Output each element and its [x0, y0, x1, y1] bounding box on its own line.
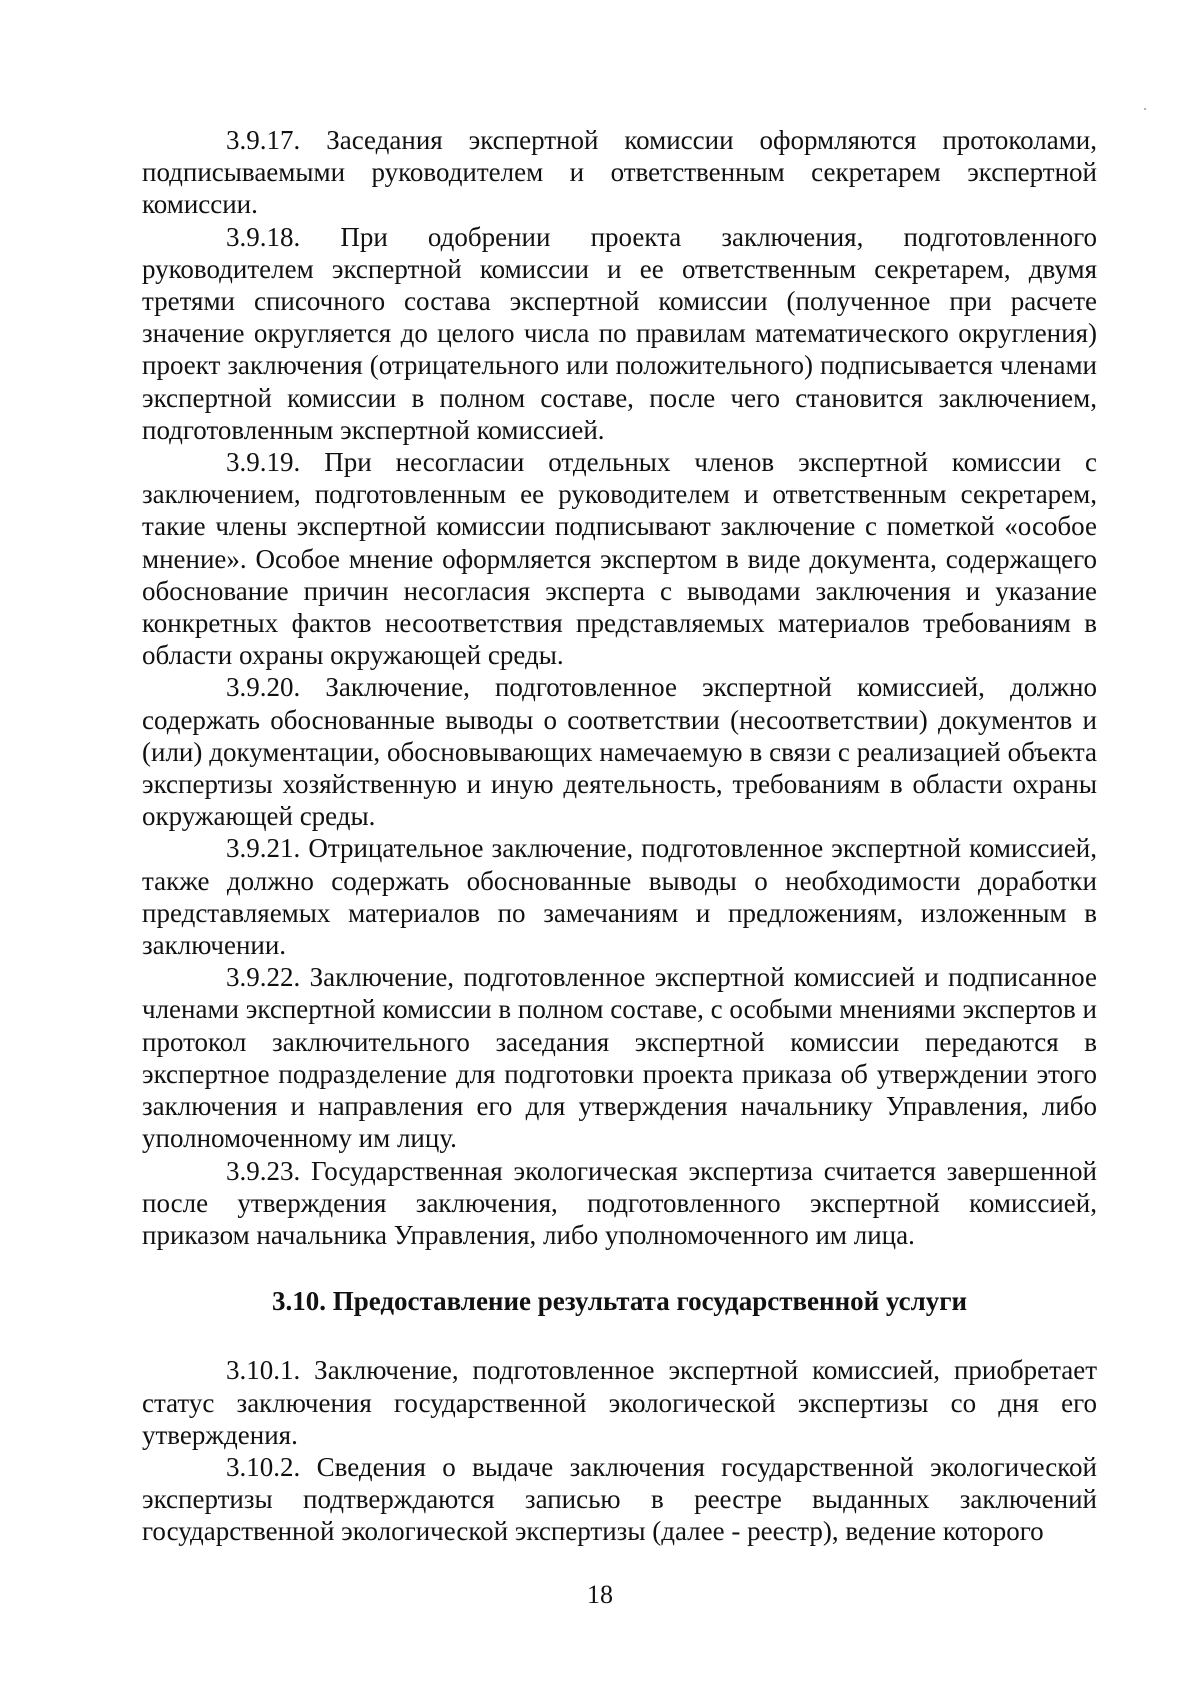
paragraph-3-9-18: 3.9.18. При одобрении проекта заключения, подготовленного руководителем экспертной комиссии и ее ответственным секретарем, двумя третями списочного состава экспертной комиссии (полученное при расчете значение округляется до целого числа по правилам математического округления) проект заключения (отрицательного или положительного) подписывается членами экспертной комиссии в полном составе, после чего становится заключением, подготовленным экспертной комиссией. [142, 221, 1097, 445]
paragraph-3-9-19: 3.9.19. При несогласии отдельных членов экспертной комиссии с заключением, подготовленным ее руководителем и ответственным секретарем, такие члены экспертной комиссии подписывают заключение с пометкой «особое мнение». Особое мнение оформляется экспертом в виде документа, содержащего обоснование причин несогласия эксперта с выводами заключения и указание конкретных фактов несоответствия представляемых материалов требованиям в области охраны окружающей среды. [142, 447, 1097, 671]
paragraph-3-9-17: 3.9.17. Заседания экспертной комиссии оформляются протоколами, подписываемыми руководителем и ответственным секретарем экспертной комиссии. [142, 125, 1097, 220]
section-heading: 3.10. Предоставление результата государственной услуги [271, 1286, 968, 1317]
document-body [142, 124, 1097, 1548]
scan-speck [1144, 108, 1146, 110]
paragraph-3-9-21: 3.9.21. Отрицательное заключение, подготовленное экспертной комиссией, также должно содержать обоснованные выводы о необходимости доработки представляемых материалов по замечаниям и предложениям, изложенным в заключении. [142, 833, 1097, 961]
paragraph-3-9-20: 3.9.20. Заключение, подготовленное экспертной комиссией, должно содержать обоснованные выводы о соответствии (несоответствии) документов и (или) документации, обосновывающих намечаемую в связи с реализацией объекта экспертизы хозяйственную и иную деятельность, требованиям в области охраны окружающей среды. [142, 672, 1097, 832]
paragraph-3-10-1: 3.10.1. Заключение, подготовленное экспертной комиссией, приобретает статус заключения государственной экологической экспертизы со дня его утверждения. [142, 1355, 1097, 1450]
paragraph-3-10-2: 3.10.2. Сведения о выдаче заключения государственной экологической экспертизы подтверждаются записью в реестре выданных заключений государственной экологической экспертизы (далее - реестр), ведение которого [142, 1451, 1097, 1547]
paragraph-3-9-22: 3.9.22. Заключение, подготовленное экспертной комиссией и подписанное членами экспертной комиссии в полном составе, с особыми мнениями экспертов и протокол заключительного заседания экспертной комиссии передаются в экспертное подразделение для подготовки проекта приказа об утверждении этого заключения и направления его для утверждения начальнику Управления, либо уполномоченному им лицу. [142, 962, 1097, 1154]
page-number: 18 [587, 1580, 613, 1609]
paragraph-3-9-23: 3.9.23. Государственная экологическая экспертиза считается завершенной после утверждения заключения, подготовленного экспертной комиссией, приказом начальника Управления, либо уполномоченного им лица. [142, 1155, 1097, 1250]
